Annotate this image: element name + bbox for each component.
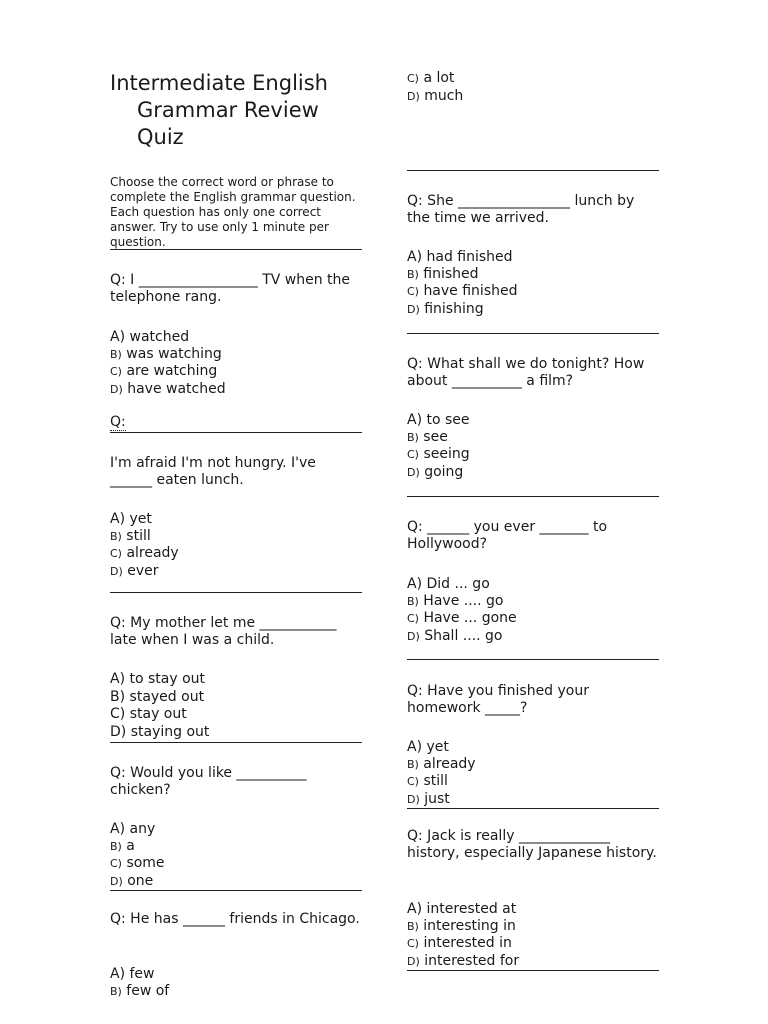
option-a[interactable]: A) any — [110, 821, 156, 837]
question-9-text: Q: Have you finished your homework _____? — [407, 683, 589, 716]
question-7-options — [407, 412, 659, 481]
question-6-options — [407, 249, 659, 318]
option-b[interactable]: B) few of — [110, 982, 170, 999]
divider — [407, 496, 659, 497]
question-9-options — [407, 739, 659, 809]
option-b[interactable]: B) Have .... go — [407, 592, 504, 609]
question-5-options-part-1 — [110, 966, 362, 1000]
quiz-title — [110, 70, 362, 151]
option-d[interactable]: D) Shall .... go — [407, 627, 503, 644]
option-d[interactable]: D) much — [407, 87, 464, 104]
option-b[interactable]: B) stayed out — [110, 688, 205, 705]
question-7-text: Q: What shall we do tonight? How about __________ a film? — [407, 356, 645, 389]
option-b[interactable]: B) see — [407, 428, 448, 445]
option-a[interactable]: A) to stay out — [110, 671, 206, 687]
question-2-label: Q: — [110, 414, 362, 433]
option-c[interactable]: C) a lot — [407, 70, 455, 86]
divider — [110, 249, 362, 250]
question-2-options — [110, 511, 362, 580]
option-b[interactable]: B) already — [407, 755, 476, 772]
option-a[interactable]: A) yet — [110, 511, 152, 527]
title-line-2: Grammar Review — [137, 98, 319, 122]
option-d[interactable]: D) interested for — [407, 953, 659, 972]
question-6-text: Q: She ________________ lunch by the time we arrived. — [407, 193, 635, 226]
option-c[interactable]: C) Have ... gone — [407, 610, 517, 626]
option-c[interactable]: C) some — [110, 855, 165, 871]
option-a[interactable]: A) Did ... go — [407, 576, 490, 592]
divider — [407, 170, 659, 171]
title-line-1: Intermediate English — [110, 71, 328, 95]
question-4-options — [110, 821, 362, 891]
divider — [407, 659, 659, 660]
question-5-options-part-2 — [407, 70, 659, 105]
option-a[interactable]: A) yet — [407, 739, 449, 755]
option-c[interactable]: C) have finished — [407, 283, 518, 299]
option-c[interactable]: C) stay out — [110, 706, 187, 723]
option-b[interactable]: B) was watching — [110, 345, 222, 362]
option-d[interactable]: D) going — [407, 463, 464, 480]
option-d[interactable]: D) one — [110, 873, 362, 892]
question-3-options — [110, 671, 362, 743]
question-8-text: Q: ______ you ever _______ to Hollywood? — [407, 519, 608, 552]
question-10-text: Q: Jack is really _____________ history, especially Japanese history. — [407, 828, 657, 861]
option-a[interactable]: A) interested at — [407, 901, 517, 917]
option-d[interactable]: D) staying out — [110, 724, 362, 743]
option-d[interactable]: D) ever — [110, 562, 159, 579]
question-5-text: Q: He has ______ friends in Chicago. — [110, 911, 360, 927]
option-a[interactable]: A) had finished — [407, 249, 513, 265]
option-c[interactable]: C) still — [407, 773, 448, 789]
question-4-text: Q: Would you like __________ chicken? — [110, 765, 307, 798]
question-1-options — [110, 329, 362, 398]
instructions: Choose the correct word or phrase to complete the English grammar question. Each question has only one correct answer. Try to use only 1 minute per question. — [110, 175, 356, 249]
option-a[interactable]: A) few — [110, 966, 155, 982]
option-d[interactable]: D) just — [407, 791, 659, 810]
option-a[interactable]: A) watched — [110, 329, 190, 345]
option-b[interactable]: B) still — [110, 527, 151, 544]
question-1-text: Q: I _________________ TV when the telephone rang. — [110, 272, 351, 305]
option-c[interactable]: C) are watching — [110, 363, 218, 379]
option-d[interactable]: D) have watched — [110, 380, 226, 397]
option-c[interactable]: C) seeing — [407, 446, 470, 462]
option-b[interactable]: B) a — [110, 837, 135, 854]
question-10-options — [407, 901, 659, 971]
option-d[interactable]: D) finishing — [407, 300, 484, 317]
divider — [407, 333, 659, 334]
option-b[interactable]: B) interesting in — [407, 917, 516, 934]
option-c[interactable]: C) interested in — [407, 935, 512, 951]
option-c[interactable]: C) already — [110, 545, 179, 561]
divider — [110, 592, 362, 593]
title-line-3: Quiz — [137, 125, 184, 149]
question-8-options — [407, 576, 659, 645]
option-a[interactable]: A) to see — [407, 412, 470, 428]
question-3-text: Q: My mother let me ___________ late when I was a child. — [110, 615, 337, 648]
question-2-text: I'm afraid I'm not hungry. I've ______ eaten lunch. — [110, 455, 316, 488]
option-b[interactable]: B) finished — [407, 265, 479, 282]
